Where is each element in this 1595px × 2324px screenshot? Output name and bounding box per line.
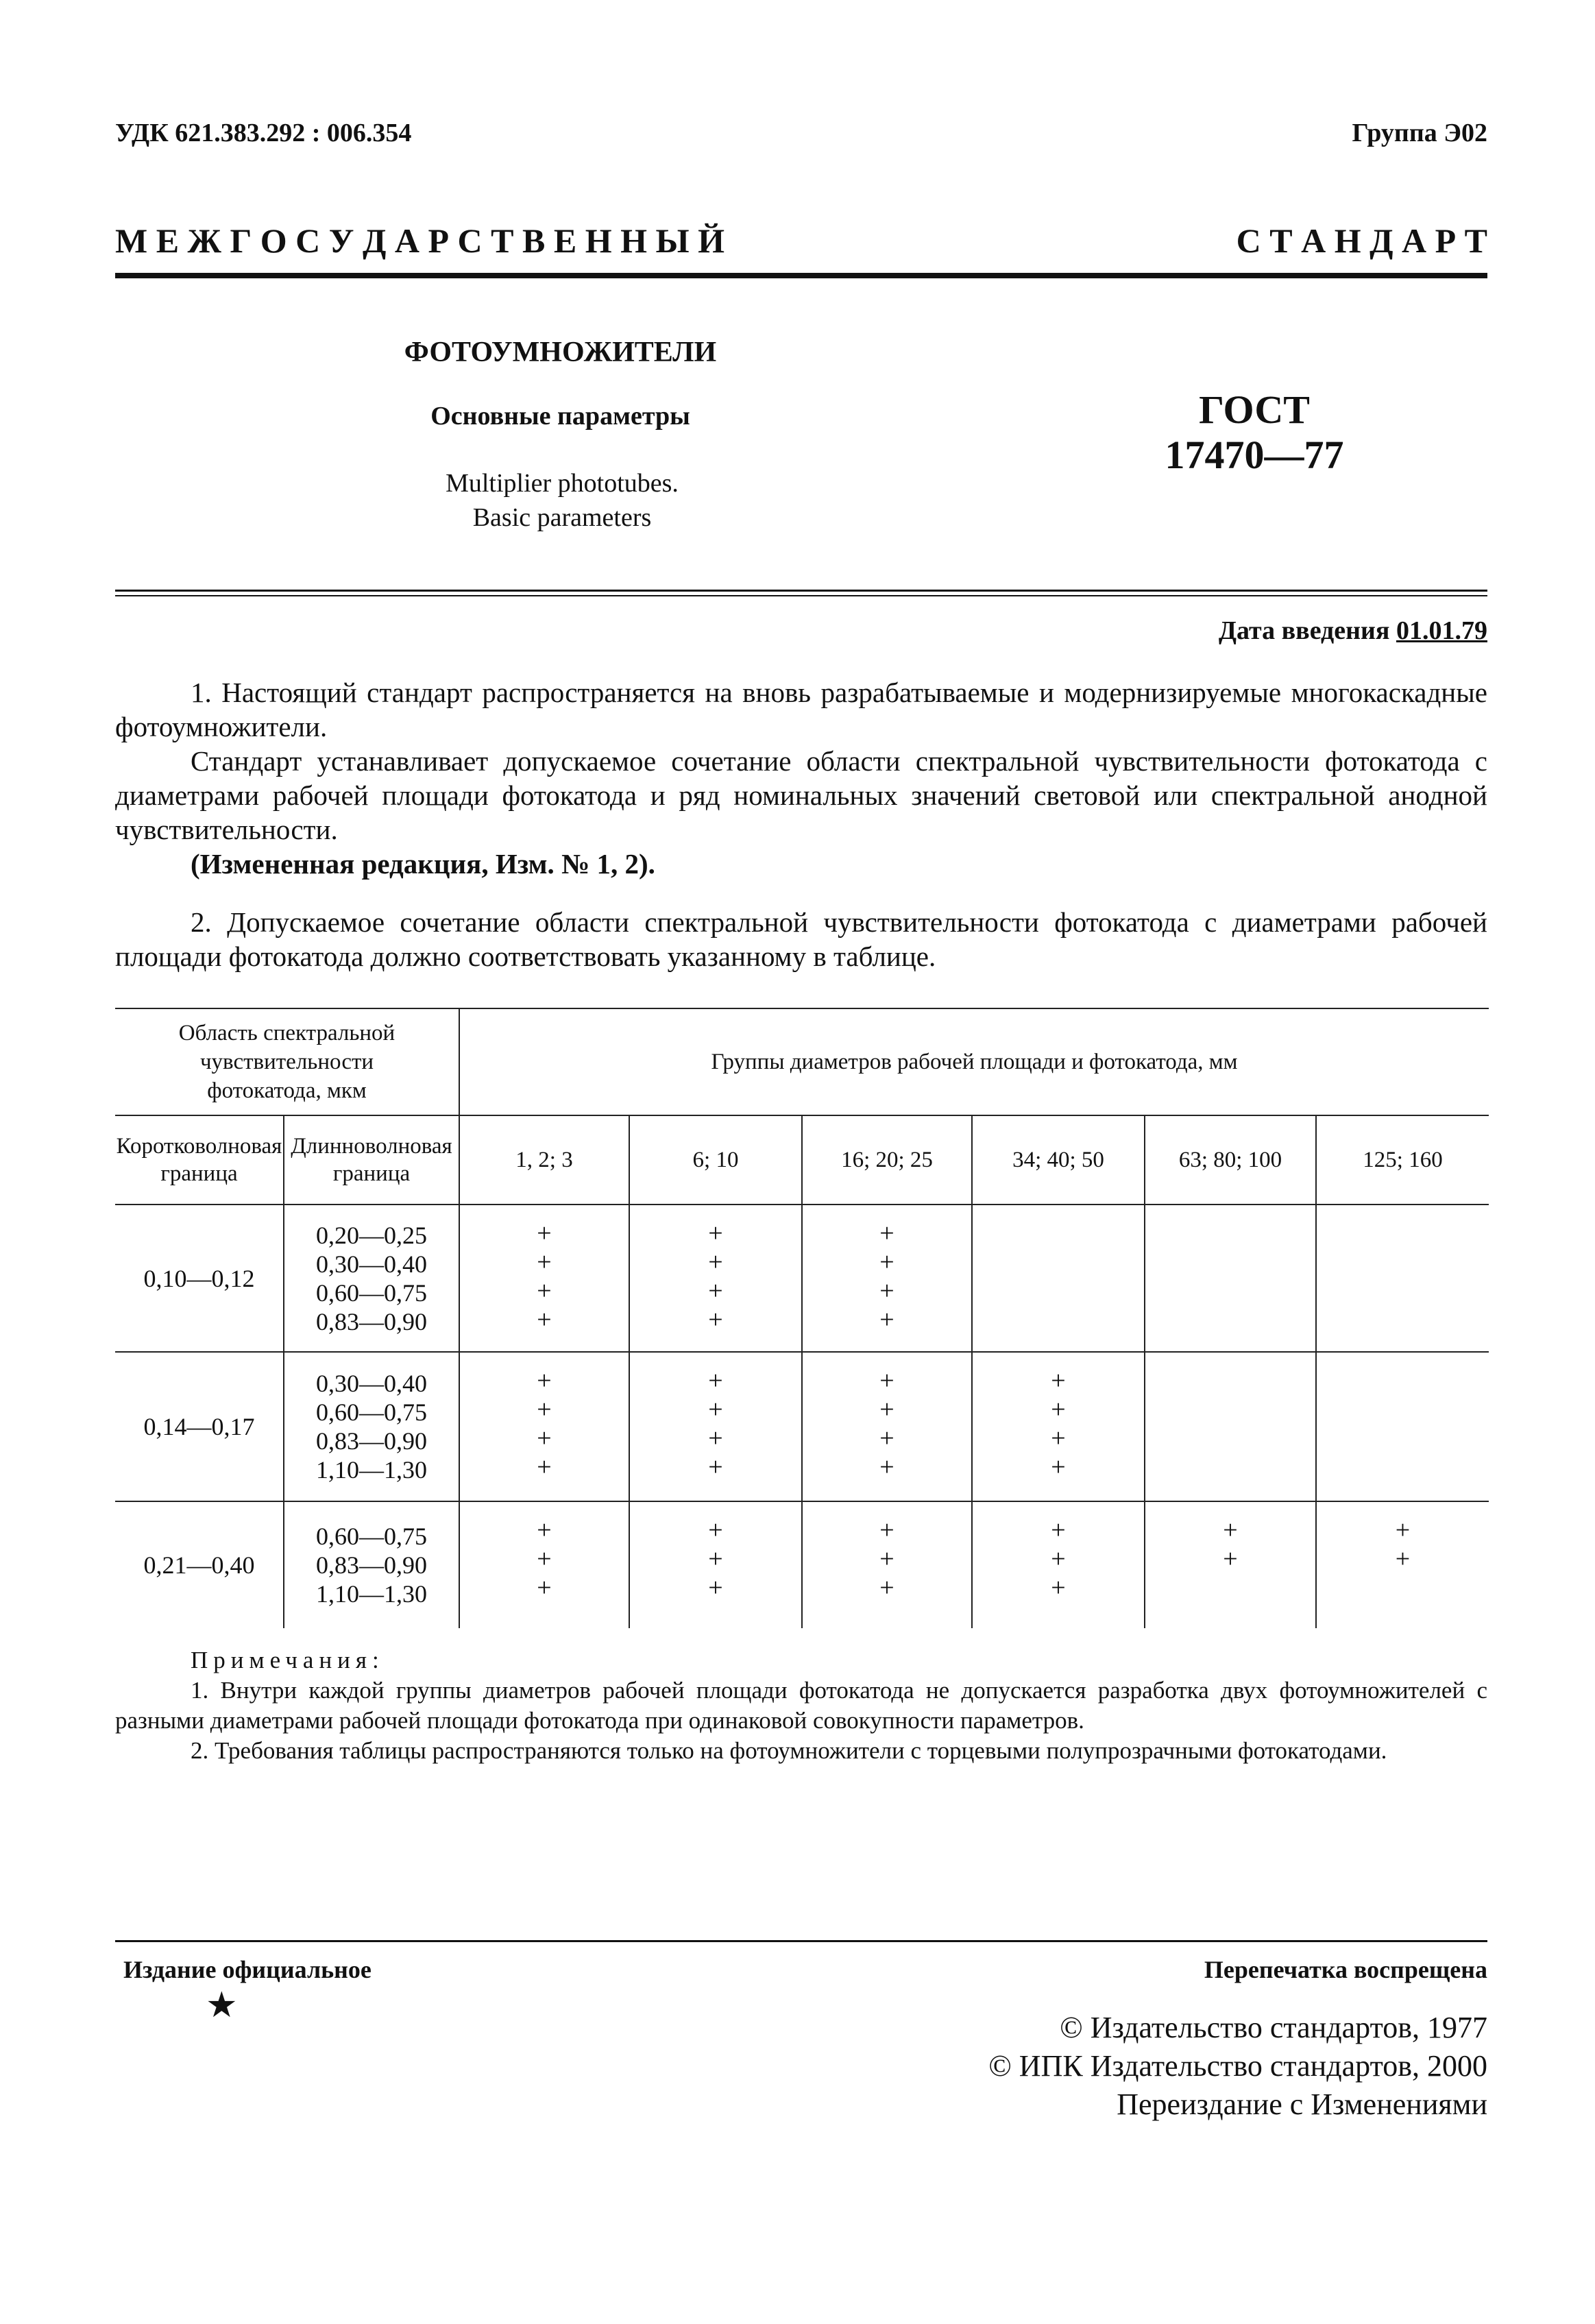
star-icon: ★ [206, 1986, 238, 2025]
mark-cell: + + + [629, 1501, 802, 1628]
english-title-line-2: Basic parameters [472, 503, 652, 532]
notes-section [115, 1645, 1487, 1766]
reissue-note: Переиздание с Изменениями [1117, 2087, 1487, 2121]
mark-cell: + + + [802, 1501, 972, 1628]
date-value: 01.01.79 [1396, 616, 1487, 645]
paragraph-2: Стандарт устанавливает допускаемое сочетание области спектральной чувствительности фотокатода с диаметрами рабочей площади фотокатода и ряд номинальных значений световой или спектральной анодной чувствительности. [115, 745, 1487, 845]
mark-cell: + + [1145, 1501, 1316, 1628]
copyright-line-1: © Издательство стандартов, 1977 [1060, 2011, 1487, 2044]
note-1: 1. Внутри каждой группы диаметров рабочей площади фотокатода не допускается разработка двух фотоумножителей с разными диаметрами рабочей площади фотокатода при одинаковой совокупности параметров. [115, 1677, 1487, 1734]
mark-cell: + + + + [972, 1352, 1145, 1501]
amendment-note: (Измененная редакция, Изм. № 1, 2). [191, 848, 655, 880]
document-subtitle: Основные параметры [430, 402, 690, 431]
gost-code: 17470—77 [1165, 433, 1344, 477]
diam-col-2: 6; 10 [629, 1115, 802, 1205]
copyright-line-2: © ИПК Издательство стандартов, 2000 [988, 2049, 1487, 2083]
english-title [343, 466, 781, 535]
banner-word-1: М Е Ж Г О С У Д А Р С Т В Е Н Н Ы Й [115, 221, 725, 260]
diam-col-1: 1, 2; 3 [459, 1115, 629, 1205]
gost-label: ГОСТ [1199, 387, 1310, 432]
short-wave-range: 0,10—0,12 [115, 1205, 284, 1352]
introduction-date [1219, 616, 1487, 646]
mark-cell: + + + + [629, 1352, 802, 1501]
mark-cell: + + [1316, 1501, 1489, 1628]
mark-cell [1145, 1205, 1316, 1352]
header-long-wave: Длинноволновая граница [284, 1115, 459, 1205]
mark-cell: + + + [459, 1501, 629, 1628]
spectral-table [115, 1008, 1489, 1628]
mark-cell: + + + + [459, 1352, 629, 1501]
interstate-standard-banner [115, 221, 1487, 261]
paragraph-1: 1. Настоящий стандарт распространяется на вновь разрабатываемые и модернизируемые многокаскадные фотоумножители. [115, 677, 1487, 742]
mark-cell: + + + + [459, 1205, 629, 1352]
document-title: ФОТОУМНОЖИТЕЛИ [404, 337, 717, 368]
header-rule [115, 273, 1487, 278]
gost-number [1110, 387, 1398, 478]
section-2 [115, 905, 1487, 973]
banner-word-2: С Т А Н Д А Р Т [1236, 221, 1487, 260]
diam-col-3: 16; 20; 25 [802, 1115, 972, 1205]
note-2: 2. Требования таблицы распространяются только на фотоумножители с торцевыми полупрозрачными фотокатодами. [191, 1737, 1387, 1764]
official-edition: Издание официальное [123, 1956, 372, 1983]
group-code: Группа Э02 [1352, 119, 1487, 147]
date-label: Дата введения [1218, 616, 1390, 645]
reprint-prohibited: Перепечатка воспрещена [1204, 1956, 1487, 1983]
mark-cell [972, 1205, 1145, 1352]
header-diameter-groups: Группы диаметров рабочей площади и фотокатода, мм [459, 1008, 1489, 1115]
notes-heading: Примечания: [191, 1647, 385, 1673]
udk-code: УДК 621.383.292 : 006.354 [115, 119, 412, 147]
mark-cell [1316, 1352, 1489, 1501]
mark-cell [1145, 1352, 1316, 1501]
english-title-line-1: Multiplier phototubes. [446, 469, 679, 498]
paragraph-3: 2. Допускаемое сочетание области спектральной чувствительности фотокатода с диаметрами рабочей площади фотокатода должно соответствовать указанному в таблице. [115, 906, 1487, 972]
diam-col-6: 125; 160 [1316, 1115, 1489, 1205]
short-wave-range: 0,21—0,40 [115, 1501, 284, 1628]
short-wave-range: 0,14—0,17 [115, 1352, 284, 1501]
header-short-wave: Коротковолновая граница [115, 1115, 284, 1205]
header-spectral-region: Область спектральной чувствительности фотокатода, мкм [115, 1008, 459, 1115]
title-rule [115, 590, 1487, 592]
title-rule-thin [115, 595, 1487, 596]
long-wave-ranges: 0,60—0,75 0,83—0,90 1,10—1,30 [284, 1501, 459, 1628]
mark-cell [1316, 1205, 1489, 1352]
mark-cell: + + + [972, 1501, 1145, 1628]
footer-rule [115, 1940, 1487, 1942]
mark-cell: + + + + [802, 1352, 972, 1501]
copyright-block [988, 2009, 1487, 2124]
mark-cell: + + + + [802, 1205, 972, 1352]
long-wave-ranges: 0,20—0,25 0,30—0,40 0,60—0,75 0,83—0,90 [284, 1205, 459, 1352]
mark-cell: + + + + [629, 1205, 802, 1352]
intro-section [115, 675, 1487, 881]
long-wave-ranges: 0,30—0,40 0,60—0,75 0,83—0,90 1,10—1,30 [284, 1352, 459, 1501]
diam-col-5: 63; 80; 100 [1145, 1115, 1316, 1205]
diam-col-4: 34; 40; 50 [972, 1115, 1145, 1205]
